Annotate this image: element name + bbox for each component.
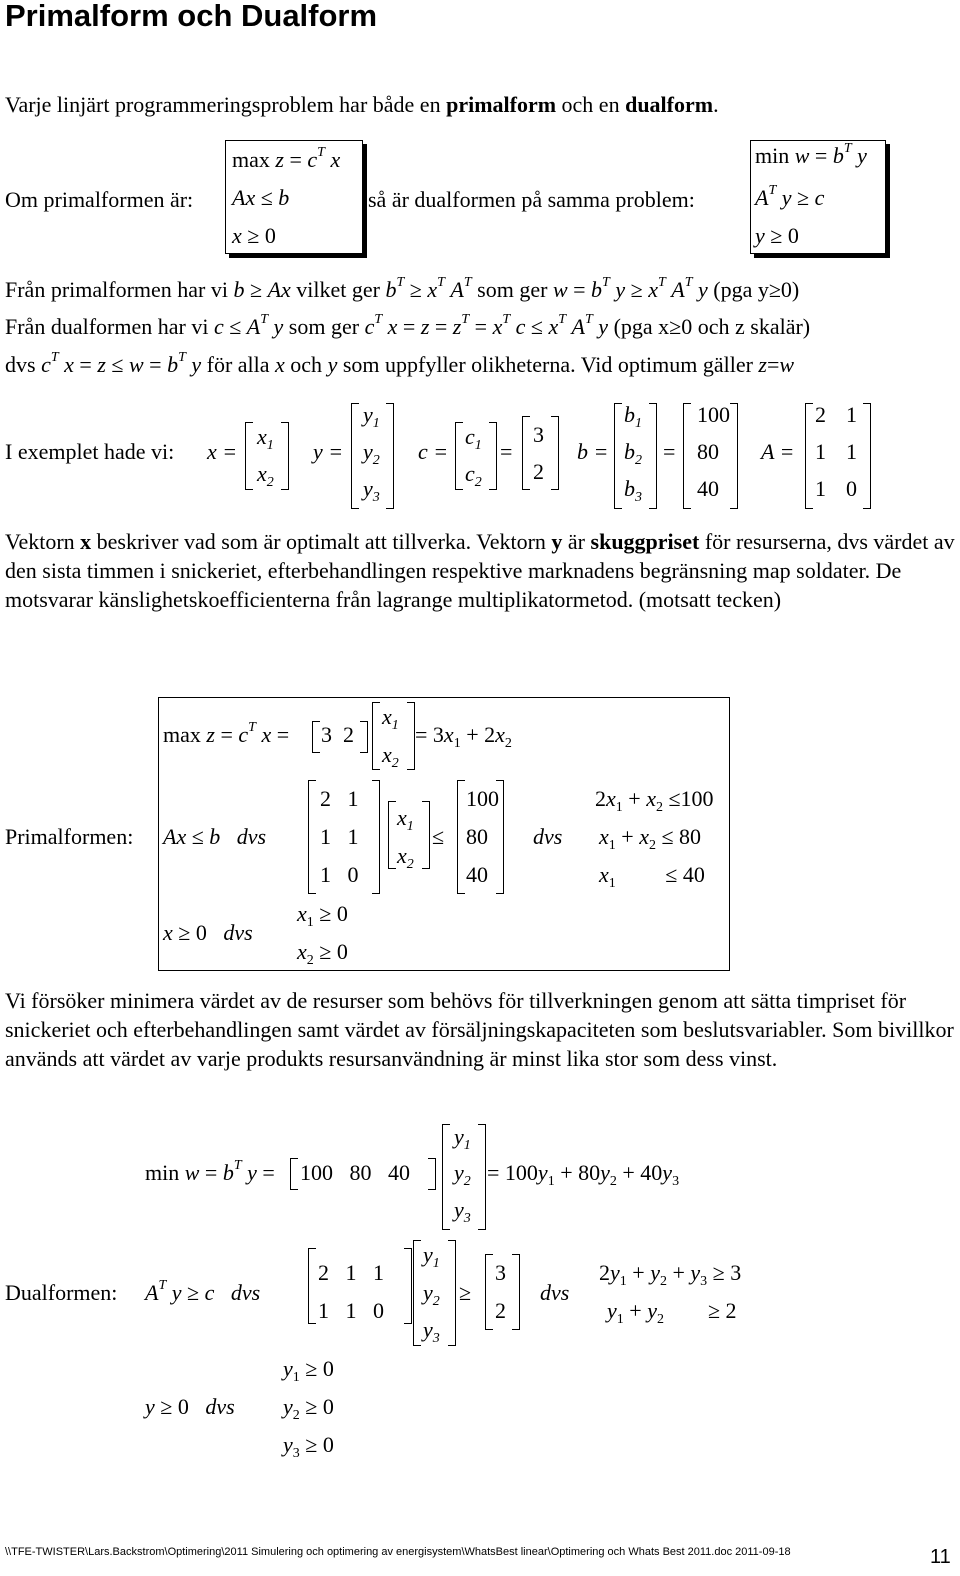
dual-label: Dualformen:	[5, 1280, 118, 1305]
col-bracket-right	[407, 702, 415, 770]
nonneg-entry: $y_3 \ge 0$	[283, 1432, 334, 1461]
a-bracket-left	[308, 780, 316, 894]
nonneg-entry: $y_1 \ge 0$	[283, 1356, 334, 1385]
x-bracket-right	[281, 422, 289, 490]
b-vector-label: b =	[577, 439, 609, 464]
a-matrix-cell: 1	[846, 402, 857, 427]
c-entry: 2	[495, 1298, 506, 1323]
primal-objective: $\max z = c^T$ x =	[163, 720, 290, 747]
primal-constraint-expanded: $x_1$ ≤ 40	[599, 862, 705, 891]
leq-sign: ≤	[432, 824, 445, 849]
b-val-bracket-right	[730, 403, 738, 509]
b-value: 100	[697, 402, 730, 427]
b-val-bracket-left	[683, 403, 691, 509]
x-vector-entry: $x_2$	[257, 461, 274, 490]
a-matrix-cell: 0	[846, 476, 857, 501]
x-entry: $x_1$	[382, 704, 399, 733]
b-bracket-right	[649, 403, 657, 509]
b-vector-entry: $b_3$	[624, 476, 642, 505]
nonneg-entry: $x_1 \ge 0$	[297, 901, 348, 930]
col-bracket-left	[372, 702, 380, 770]
derivation-line-2: Från dualformen har vi $c \le A^T$ y som ger $c^T$ $x = z = z^T = x^T$ $c \le x^T$ $A^T$ y (pga x≥0 och z skalär)	[5, 312, 811, 339]
a-bracket-right	[863, 403, 871, 509]
y-bracket-right	[478, 1124, 486, 1230]
b-bracket-left	[457, 780, 465, 894]
a-matrix-cell: 1	[815, 439, 826, 464]
row-bracket-left	[290, 1158, 298, 1190]
x-vector-entry: $x_1$	[257, 424, 274, 453]
row-vector: 100 80 40	[300, 1160, 410, 1185]
general-primal-box	[225, 140, 363, 254]
equals-sign: =	[500, 439, 513, 464]
a-bracket-left	[805, 403, 813, 509]
y-bracket-right	[448, 1240, 456, 1346]
a-row: 2 1	[320, 786, 359, 811]
general-dual-nonneg: y ≥ 0	[755, 223, 799, 248]
c-bracket-left	[485, 1254, 493, 1330]
example-label: I exemplet hade vi:	[5, 439, 175, 464]
nonneg-entry: $y_2 \ge 0$	[283, 1394, 334, 1423]
dual-nonneg: y ≥ 0 dvs	[145, 1394, 235, 1419]
b-entry: 40	[466, 862, 488, 887]
y-entry: $y_3$	[454, 1197, 471, 1226]
a-matrix-cell: 1	[846, 439, 857, 464]
equals-sign: =	[663, 439, 676, 464]
y-entry: $y_1$	[423, 1242, 440, 1271]
row-bracket-right	[428, 1158, 436, 1190]
b-bracket-left	[614, 403, 622, 509]
primal-constraint-expanded: $x_1 + x_2 \le 80$	[599, 824, 702, 853]
page-title: Primalform och Dualform	[5, 0, 378, 33]
y-entry: $y_1$	[454, 1124, 471, 1153]
b-bracket-right	[496, 780, 504, 894]
explanation-paragraph: Vektorn x beskriver vad som är optimalt att tillverka. Vektorn y är skuggpriset för resurserna, dvs värdet av den sista timmen i snickeriet, efterbehandlingen respektive marknadens begränsning map soldater. De motsvarar känslighetskoefficienterna från lagrange multiplikatormetod. (motsatt tecken)	[5, 529, 955, 612]
x-entry: $x_1$	[397, 805, 414, 834]
at-bracket-left	[308, 1248, 316, 1324]
c-value: 3	[533, 422, 544, 447]
x-vector-label: x =	[207, 439, 238, 464]
general-primal-nonneg: x ≥ 0	[232, 223, 276, 248]
primal-constraint-expanded: $2x_1 + x_2 \le 100$	[595, 786, 714, 815]
c-value: 2	[533, 459, 544, 484]
b-vector-entry: $b_1$	[624, 402, 642, 431]
x-bracket-left	[245, 422, 253, 490]
a-bracket-right	[372, 780, 380, 894]
y-vector-entry: $y_3$	[363, 476, 380, 505]
general-primal-constraint: Ax ≤ b	[232, 185, 290, 210]
primal-form-box	[158, 697, 730, 971]
y-bracket-left	[442, 1124, 450, 1230]
dual-constraint: $A^T$ y ≥ c dvs	[145, 1278, 261, 1305]
x-entry: $x_2$	[382, 742, 399, 771]
y-vector-label: y =	[313, 439, 344, 464]
c-entry: 3	[495, 1260, 506, 1285]
dual-constraint-expanded: $y_1 + y_2$ ≥ 2	[607, 1298, 737, 1327]
a-matrix-label: A =	[761, 439, 795, 464]
c-vector-entry: $c_2$	[465, 461, 482, 490]
dual-objective-expanded: = $100y_1 + 80y_2 + 40y_3$	[487, 1160, 680, 1189]
y-entry: $y_2$	[454, 1160, 471, 1189]
general-primal-objective: $\max z = c^T$ x	[232, 145, 341, 172]
c-bracket-left	[455, 422, 463, 490]
derivation-line-3: dvs $c^T$ $x = z \le w = b^T$ y för alla x och y som uppfyller olikheterna. Vid optimum gäller z=w	[5, 350, 795, 377]
row-bracket-right	[360, 721, 368, 753]
a-matrix-cell: 2	[815, 402, 826, 427]
y-entry: $y_2$	[423, 1280, 440, 1309]
x-bracket-right	[422, 801, 430, 869]
c-val-bracket-right	[551, 416, 559, 490]
dvs-label: dvs	[540, 1280, 570, 1305]
primal-intro-label: Om primalformen är:	[5, 187, 194, 212]
row-vector: 3 2	[321, 722, 354, 747]
geq-sign: ≥	[459, 1280, 472, 1305]
b-value: 40	[697, 476, 719, 501]
intro-paragraph: Varje linjärt programmeringsproblem har både en primalform och en dualform.	[5, 92, 719, 117]
general-dual-objective: $\min w = b^T$ y	[755, 141, 867, 168]
dual-explanation-paragraph: Vi försöker minimera värdet av de resurser som behövs för tillverkningen genom att sätta timpriset för snickeriet och efterbehandlingen samt värdet av försäljningskapaciteten som beslutsvariabler. Som bivillkor används att värdet av varje produkts resursanvändning är minst lika stor som dess vinst.	[5, 988, 954, 1071]
a-row: 1 1	[320, 824, 359, 849]
b-value: 80	[697, 439, 719, 464]
y-entry: $y_3$	[423, 1317, 440, 1346]
x-entry: $x_2$	[397, 843, 414, 872]
page-number: 11	[930, 1546, 951, 1568]
b-vector-entry: $b_2$	[624, 439, 642, 468]
at-row: 2 1 1	[318, 1260, 384, 1285]
y-bracket-left	[351, 403, 359, 509]
nonneg-entry: $x_2 \ge 0$	[297, 939, 348, 968]
b-entry: 80	[466, 824, 488, 849]
general-dual-box	[750, 140, 886, 254]
footer-path: \\TFE-TWISTER\Lars.Backstrom\Optimering\2011 Simulering och optimering av energisystem\WhatsBest linear\Optimering och Whats Best 2011.doc 2011-09-18	[5, 1546, 791, 1558]
general-dual-constraint: $A^T$ y ≥ c	[755, 183, 825, 210]
y-vector-entry: $y_2$	[363, 439, 380, 468]
dual-intro-label: så är dualformen på samma problem:	[368, 187, 695, 212]
objective-expanded: = $3x_1 + 2x_2$	[415, 722, 512, 751]
y-bracket-right	[386, 403, 394, 509]
b-entry: 100	[466, 786, 499, 811]
primal-label: Primalformen:	[5, 824, 134, 849]
c-bracket-right	[512, 1254, 520, 1330]
at-row: 1 1 0	[318, 1298, 384, 1323]
at-bracket-right	[404, 1248, 412, 1324]
dvs-label: dvs	[533, 824, 563, 849]
row-bracket-left	[312, 721, 320, 753]
dual-constraint-expanded: $2y_1 + y_2 + y_3 \ge 3$	[599, 1260, 742, 1289]
c-vector-label: c =	[418, 439, 449, 464]
c-vector-entry: $c_1$	[465, 424, 482, 453]
c-val-bracket-left	[522, 416, 530, 490]
primal-constraint: Ax ≤ b dvs	[163, 824, 267, 849]
dual-objective: $\min w = b^T$ y =	[145, 1158, 275, 1185]
x-bracket-left	[388, 801, 396, 869]
derivation-line-1: Från primalformen har vi b ≥ Ax vilket ger $b^T \ge x^T$ $A^T$ som ger $w = b^T$ $y \ge x^T$ $A^T$ y (pga y≥0)	[5, 275, 800, 302]
a-row: 1 0	[320, 862, 359, 887]
c-bracket-right	[489, 422, 497, 490]
a-matrix-cell: 1	[815, 476, 826, 501]
y-vector-entry: $y_1$	[363, 402, 380, 431]
y-bracket-left	[413, 1240, 421, 1346]
primal-nonneg: x ≥ 0 dvs	[163, 920, 253, 945]
